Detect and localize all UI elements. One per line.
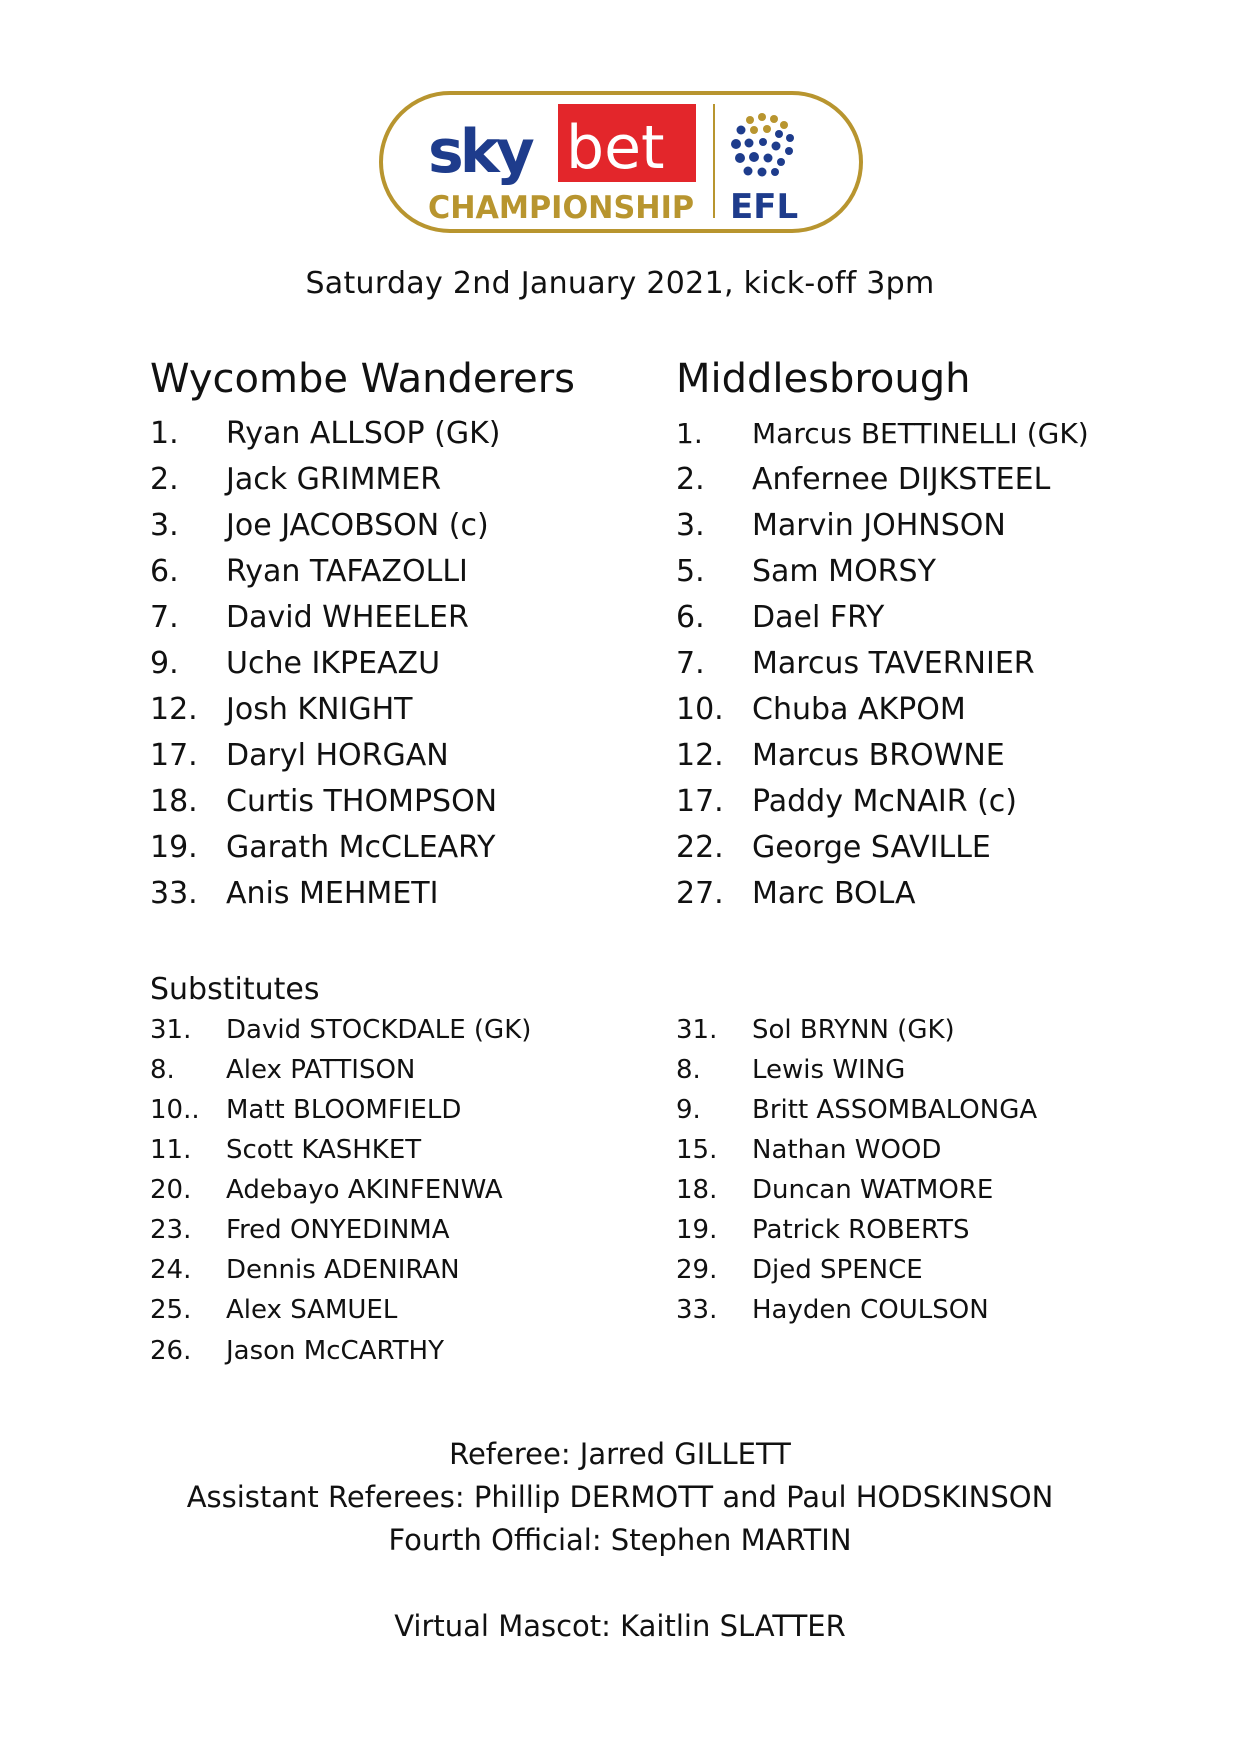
referee-line: Referee: Jarred GILLETT: [449, 1437, 791, 1471]
player-name: Britt ASSOMBALONGA: [752, 1095, 1038, 1125]
shirt-number: 26.: [150, 1336, 192, 1366]
player-name: Sam MORSY: [752, 554, 936, 589]
player-name: Nathan WOOD: [752, 1135, 942, 1165]
shirt-number: 15.: [676, 1135, 718, 1165]
shirt-number: 12.: [676, 738, 724, 773]
shirt-number: 18.: [150, 784, 198, 819]
player-name: George SAVILLE: [752, 830, 991, 865]
shirt-number: 1.: [150, 416, 179, 451]
shirt-number: 24.: [150, 1255, 192, 1285]
player-name: Patrick ROBERTS: [752, 1215, 970, 1245]
shirt-number: 7.: [150, 600, 179, 635]
logo-bet-text: bet: [566, 113, 665, 183]
shirt-number: 31.: [676, 1015, 718, 1045]
shirt-number: 6.: [676, 600, 705, 635]
player-name: Joe JACOBSON (c): [226, 508, 489, 543]
sky-bet-championship-logo: [378, 90, 864, 234]
virtual-mascot-line: Virtual Mascot: Kaitlin SLATTER: [394, 1609, 846, 1643]
shirt-number: 18.: [676, 1175, 718, 1205]
player-name: Dennis ADENIRAN: [226, 1255, 460, 1285]
shirt-number: 10.: [676, 692, 724, 727]
shirt-number: 10..: [150, 1095, 200, 1125]
player-name: Marcus TAVERNIER: [752, 646, 1035, 681]
fourth-official-line: Fourth Official: Stephen MARTIN: [388, 1523, 852, 1557]
shirt-number: 5.: [676, 554, 705, 589]
shirt-number: 22.: [676, 830, 724, 865]
shirt-number: 20.: [150, 1175, 192, 1205]
shirt-number: 9.: [676, 1095, 701, 1125]
shirt-number: 25.: [150, 1295, 192, 1325]
shirt-number: 3.: [676, 508, 705, 543]
home-team-name: Wycombe Wanderers: [150, 356, 575, 402]
player-name: David STOCKDALE (GK): [226, 1015, 532, 1045]
player-name: Alex PATTISON: [226, 1055, 416, 1085]
player-name: Ryan ALLSOP (GK): [226, 416, 501, 451]
logo-efl-text: EFL: [730, 187, 799, 227]
shirt-number: 19.: [676, 1215, 718, 1245]
player-name: Duncan WATMORE: [752, 1175, 994, 1205]
shirt-number: 17.: [676, 784, 724, 819]
shirt-number: 2.: [676, 462, 705, 497]
player-name: Daryl HORGAN: [226, 738, 449, 773]
player-name: Marcus BETTINELLI (GK): [752, 417, 1089, 450]
logo-championship-text: CHAMPIONSHIP: [428, 190, 694, 226]
player-name: Jason McCARTHY: [226, 1336, 444, 1366]
player-name: Curtis THOMPSON: [226, 784, 498, 819]
player-name: Hayden COULSON: [752, 1295, 989, 1325]
away-team-name: Middlesbrough: [676, 356, 971, 402]
logo-sky-text: sky: [428, 117, 531, 187]
player-name: Josh KNIGHT: [226, 692, 413, 727]
player-name: Matt BLOOMFIELD: [226, 1095, 462, 1125]
shirt-number: 33.: [150, 876, 198, 911]
shirt-number: 6.: [150, 554, 179, 589]
match-date: Saturday 2nd January 2021, kick-off 3pm: [305, 266, 935, 301]
shirt-number: 9.: [150, 646, 179, 681]
player-name: Fred ONYEDINMA: [226, 1215, 450, 1245]
substitutes-heading: Substitutes: [150, 972, 320, 1007]
shirt-number: 2.: [150, 462, 179, 497]
player-name: Djed SPENCE: [752, 1255, 923, 1285]
shirt-number: 12.: [150, 692, 198, 727]
player-name: Lewis WING: [752, 1055, 906, 1085]
player-name: Alex SAMUEL: [226, 1295, 398, 1325]
shirt-number: 3.: [150, 508, 179, 543]
shirt-number: 33.: [676, 1295, 718, 1325]
player-name: Sol BRYNN (GK): [752, 1015, 955, 1045]
player-name: Jack GRIMMER: [226, 462, 442, 497]
shirt-number: 19.: [150, 830, 198, 865]
shirt-number: 11.: [150, 1135, 192, 1165]
shirt-number: 8.: [676, 1055, 701, 1085]
shirt-number: 7.: [676, 646, 705, 681]
player-name: Marc BOLA: [752, 876, 916, 911]
player-name: Anis MEHMETI: [226, 876, 439, 911]
shirt-number: 17.: [150, 738, 198, 773]
shirt-number: 1.: [676, 417, 703, 450]
player-name: Paddy McNAIR (c): [752, 784, 1017, 819]
shirt-number: 29.: [676, 1255, 718, 1285]
player-name: Dael FRY: [752, 600, 885, 635]
player-name: Garath McCLEARY: [226, 830, 496, 865]
player-name: David WHEELER: [226, 600, 469, 635]
shirt-number: 27.: [676, 876, 724, 911]
assistant-referees-line: Assistant Referees: Phillip DERMOTT and Paul HODSKINSON: [186, 1480, 1054, 1514]
shirt-number: 23.: [150, 1215, 192, 1245]
player-name: Ryan TAFAZOLLI: [226, 554, 468, 589]
player-name: Marcus BROWNE: [752, 738, 1005, 773]
player-name: Anfernee DIJKSTEEL: [752, 462, 1051, 497]
shirt-number: 8.: [150, 1055, 175, 1085]
player-name: Uche IKPEAZU: [226, 646, 441, 681]
player-name: Adebayo AKINFENWA: [226, 1175, 503, 1205]
player-name: Scott KASHKET: [226, 1135, 422, 1165]
player-name: Marvin JOHNSON: [752, 508, 1006, 543]
shirt-number: 31.: [150, 1015, 192, 1045]
player-name: Chuba AKPOM: [752, 692, 966, 727]
